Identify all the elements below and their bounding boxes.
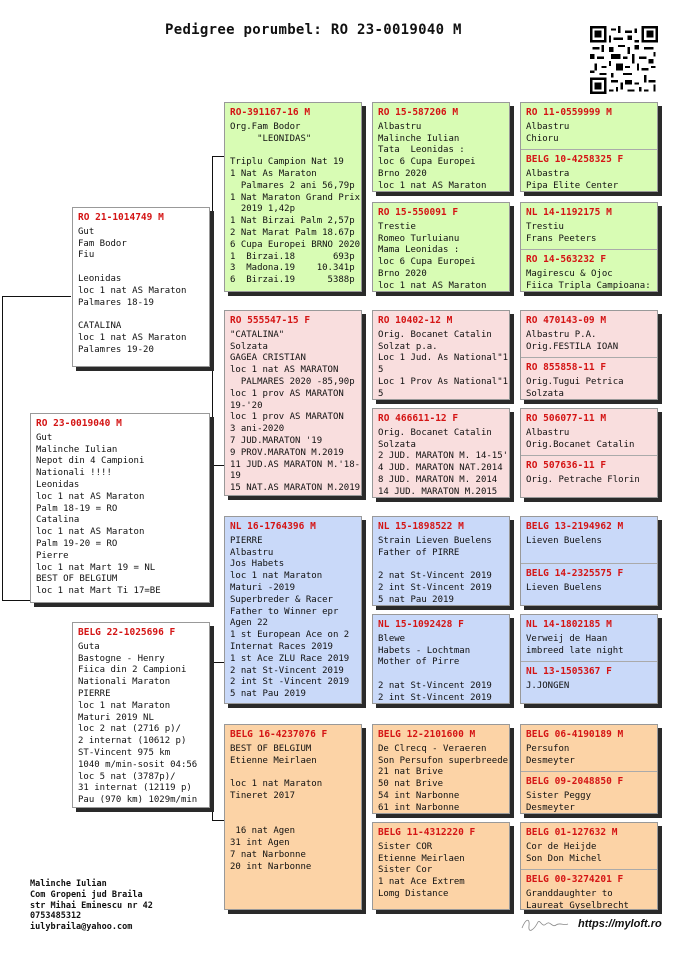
owner-street: str Mihai Eminescu nr 42 xyxy=(30,900,153,911)
website-link[interactable]: https://myloft.ro xyxy=(578,918,662,930)
ring-number: RO 855858-11 F xyxy=(526,362,607,374)
great-great-grandparents-card: RO 506077-11 M Albastru Orig.Bocanet Catalin RO 507636-11 F Orig. Petrache Florin xyxy=(520,408,658,498)
subject-card xyxy=(30,413,210,603)
connector-line xyxy=(2,296,3,601)
dam-card: BELG 22-1025696 F Guta Bastogne - Henry Fiica din 2 Campioni Nationali Maraton PIERRE loc 1 nat Maraton Maturi 2019 NL loc 2 nat (2716 p)/ 2 internat (10612 p) ST-Vincent 975 km 1040 m/min-sosit 04:56 loc 5 nat (3787p)/ 31 internat (12119 p) Pau (970 km) 1029m/min xyxy=(72,622,210,808)
great-grandparent-card: NL 15-1898522 M Strain Lieven Buelens Father of PIRRE 2 nat St-Vincent 2019 2 int St-Vincent 2019 5 nat Pau 2019 xyxy=(372,516,510,606)
ring-number: BELG 14-2325575 F xyxy=(526,568,624,580)
great-grandparent-card: RO 15-550091 F Trestie Romeo Turluianu Mama Leonidas : loc 6 Cupa Europei Brno 2020 loc 1 nat AS Maraton xyxy=(372,202,510,292)
great-grandparent-card: RO 10402-12 M Orig. Bocanet Catalin Solzat p.a. Loc 1 Jud. As National"1 5 Loc 1 Prov As National"1 5 xyxy=(372,310,510,400)
connector-line xyxy=(212,662,224,663)
ring-number: RO 10402-12 M xyxy=(378,315,453,326)
connector-line xyxy=(2,296,71,297)
ring-number: RO 11-0559999 M xyxy=(526,107,612,118)
page-title: Pedigree porumbel: RO 23-0019040 M xyxy=(165,22,462,38)
connector-line xyxy=(212,662,213,820)
ring-number: RO 466611-12 F xyxy=(378,413,459,424)
owner-phone: 0753485312 xyxy=(30,911,82,922)
ring-number: RO 506077-11 M xyxy=(526,413,607,424)
great-grandparent-card: NL 15-1092428 F Blewe Habets - Lochtman Mother of Pirre 2 nat St-Vincent 2019 2 int St-Vincent 2019 xyxy=(372,614,510,704)
ring-number: RO-391167-16 M xyxy=(230,107,311,118)
subject-lines: Gut Malinche Iulian Nepot din 4 Campioni Nationali !!!! Leonidas loc 1 nat AS Maraton Palm 18-19 = RO Catalina loc 1 nat AS Maraton Palm 19-20 = RO Pierre loc 1 nat Mart 19 = NL BEST OF BELGIUM loc 1 nat Mart Ti 17=BE xyxy=(36,432,161,597)
ring-number: BELG 22-1025696 F xyxy=(78,627,176,638)
ring-number: RO 507636-11 F xyxy=(526,460,607,472)
ring-number: NL 15-1092428 F xyxy=(378,619,464,630)
granddam-paternal-card: RO 555547-15 F "CATALINA" Solzata GAGEA CRISTIAN loc 1 nat AS MARATON PALMARES 2020 -85,90p loc 1 prov AS MARATON 19-'20 loc 1 prov AS MARATON 3 ani-2020 7 JUD.MARATON '19 9 PROV.MARATON M.2019 11 JUD.AS MARATON M.'18- 19 15 NAT.AS MARATON M.2019 xyxy=(224,310,362,496)
great-great-grandparents-card: BELG 13-2194962 M Lieven Buelens BELG 14-2325575 F Lieven Buelens xyxy=(520,516,658,606)
signature-icon xyxy=(520,914,570,934)
ring-number: BELG 10-4258325 F xyxy=(526,154,624,166)
connector-line xyxy=(212,156,224,157)
ring-number: NL 13-1505367 F xyxy=(526,666,612,678)
owner-name: Malinche Iulian xyxy=(30,879,107,889)
ring-number: BELG 06-4190189 M xyxy=(526,729,624,740)
great-great-grandparents-card: NL 14-1192175 M Trestiu Frans Peeters RO 14-563232 F Magirescu & Ojoc Fiica Tripla Campioana: xyxy=(520,202,658,292)
granddam-maternal-card: BELG 16-4237076 F BEST OF BELGIUM Etienne Meirlaen loc 1 nat Maraton Tineret 2017 16 nat Agen 31 int Agen 7 nat Narbonne 20 int Narbonne xyxy=(224,724,362,910)
great-great-grandparents-card: RO 470143-09 M Albastru P.A. Orig.FESTILA IOAN RO 855858-11 F Orig.Tugui Petrica Solzata xyxy=(520,310,658,400)
great-grandparent-card: RO 466611-12 F Orig. Bocanet Catalin Solzata 2 JUD. MARATON M. 14-15' 4 JUD. MARATON NAT.2014 8 JUD. MARATON M. 2014 14 JUD. MARATON M.2015 xyxy=(372,408,510,498)
ring-number: RO 15-587206 M xyxy=(378,107,459,118)
connector-line xyxy=(212,820,224,821)
grandsire-maternal-card: NL 16-1764396 M PIERRE Albastru Jos Habets loc 1 nat Maraton Maturi -2019 Superbreder & Racer Father to Winner epr Agen 22 1 st European Ace on 2 Internat Races 2019 1 st Ace ZLU Race 2019 2 nat St-Vincent 2019 2 int St -Vincent 2019 5 nat Pau 2019 xyxy=(224,516,362,704)
ring-number: NL 15-1898522 M xyxy=(378,521,464,532)
ring-number: BELG 01-127632 M xyxy=(526,827,618,838)
great-great-grandparents-card: NL 14-1802185 M Verweij de Haan imbreed late night NL 13-1505367 F J.JONGEN xyxy=(520,614,658,704)
ring-number: RO 470143-09 M xyxy=(526,315,607,326)
ring-number: RO 23-0019040 M xyxy=(36,418,122,429)
ring-number: BELG 13-2194962 M xyxy=(526,521,624,532)
ring-number: BELG 11-4312220 F xyxy=(378,827,476,838)
ring-number: NL 14-1192175 M xyxy=(526,207,612,218)
connector-line xyxy=(212,156,213,465)
owner-email: iulybraila@yahoo.com xyxy=(30,922,133,933)
grandsire-paternal-card: RO-391167-16 M Org.Fam Bodor "LEONIDAS" Triplu Campion Nat 19 1 Nat As Maraton Palmares 2 ani 56,79p 1 Nat Maraton Grand Prix 2019 1,42p 1 Nat Birzai Palm 2,57p 2 Nat Marat Palm 18.67p 6 Cupa Europei BRNO 2020 1 Birzai.18 693p 3 Madona.19 10.341p 6 Birzai.19 5388p xyxy=(224,102,362,292)
owner-contact xyxy=(30,879,153,933)
qr-code-icon xyxy=(590,26,658,94)
ring-number: RO 15-550091 F xyxy=(378,207,459,218)
great-great-grandparents-card: BELG 06-4190189 M Persufon Desmeyter BELG 09-2048850 F Sister Peggy Desmeyter xyxy=(520,724,658,814)
great-grandparent-card: BELG 12-2101600 M De Clrecq - Veraeren Son Persufon superbreede 21 nat Brive 50 nat Brive 54 int Narbonne 61 int Narbonne xyxy=(372,724,510,814)
ring-number: NL 14-1802185 M xyxy=(526,619,612,630)
ring-number: NL 16-1764396 M xyxy=(230,521,316,532)
ring-number: BELG 12-2101600 M xyxy=(378,729,476,740)
ring-number: BELG 16-4237076 F xyxy=(230,729,328,740)
ring-number: BELG 09-2048850 F xyxy=(526,776,624,788)
great-grandparent-card: RO 15-587206 M Albastru Malinche Iulian Tata Leonidas : loc 6 Cupa Europei Brno 2020 loc 1 nat AS Maraton xyxy=(372,102,510,192)
connector-line xyxy=(212,465,224,466)
great-great-grandparents-card: RO 11-0559999 M Albastru Chioru BELG 10-4258325 F Albastra Pipa Elite Center xyxy=(520,102,658,192)
owner-address: Com Gropeni jud Braila xyxy=(30,889,143,900)
ring-number: BELG 00-3274201 F xyxy=(526,874,624,886)
ring-number: RO 21-1014749 M xyxy=(78,212,164,223)
great-grandparent-card: BELG 11-4312220 F Sister COR Etienne Meirlaen Sister Cor 1 nat Ace Extrem Lomg Distance xyxy=(372,822,510,910)
ring-number: RO 555547-15 F xyxy=(230,315,311,326)
sire-card: RO 21-1014749 M Gut Fam Bodor Fiu Leonidas loc 1 nat AS Maraton Palmares 18-19 CATALINA loc 1 nat AS Maraton Palamres 19-20 xyxy=(72,207,210,367)
great-great-grandparents-card: BELG 01-127632 M Cor de Heijde Son Don Michel BELG 00-3274201 F Granddaughter to Laureat Gyselbrecht xyxy=(520,822,658,910)
ring-number: RO 14-563232 F xyxy=(526,254,607,266)
